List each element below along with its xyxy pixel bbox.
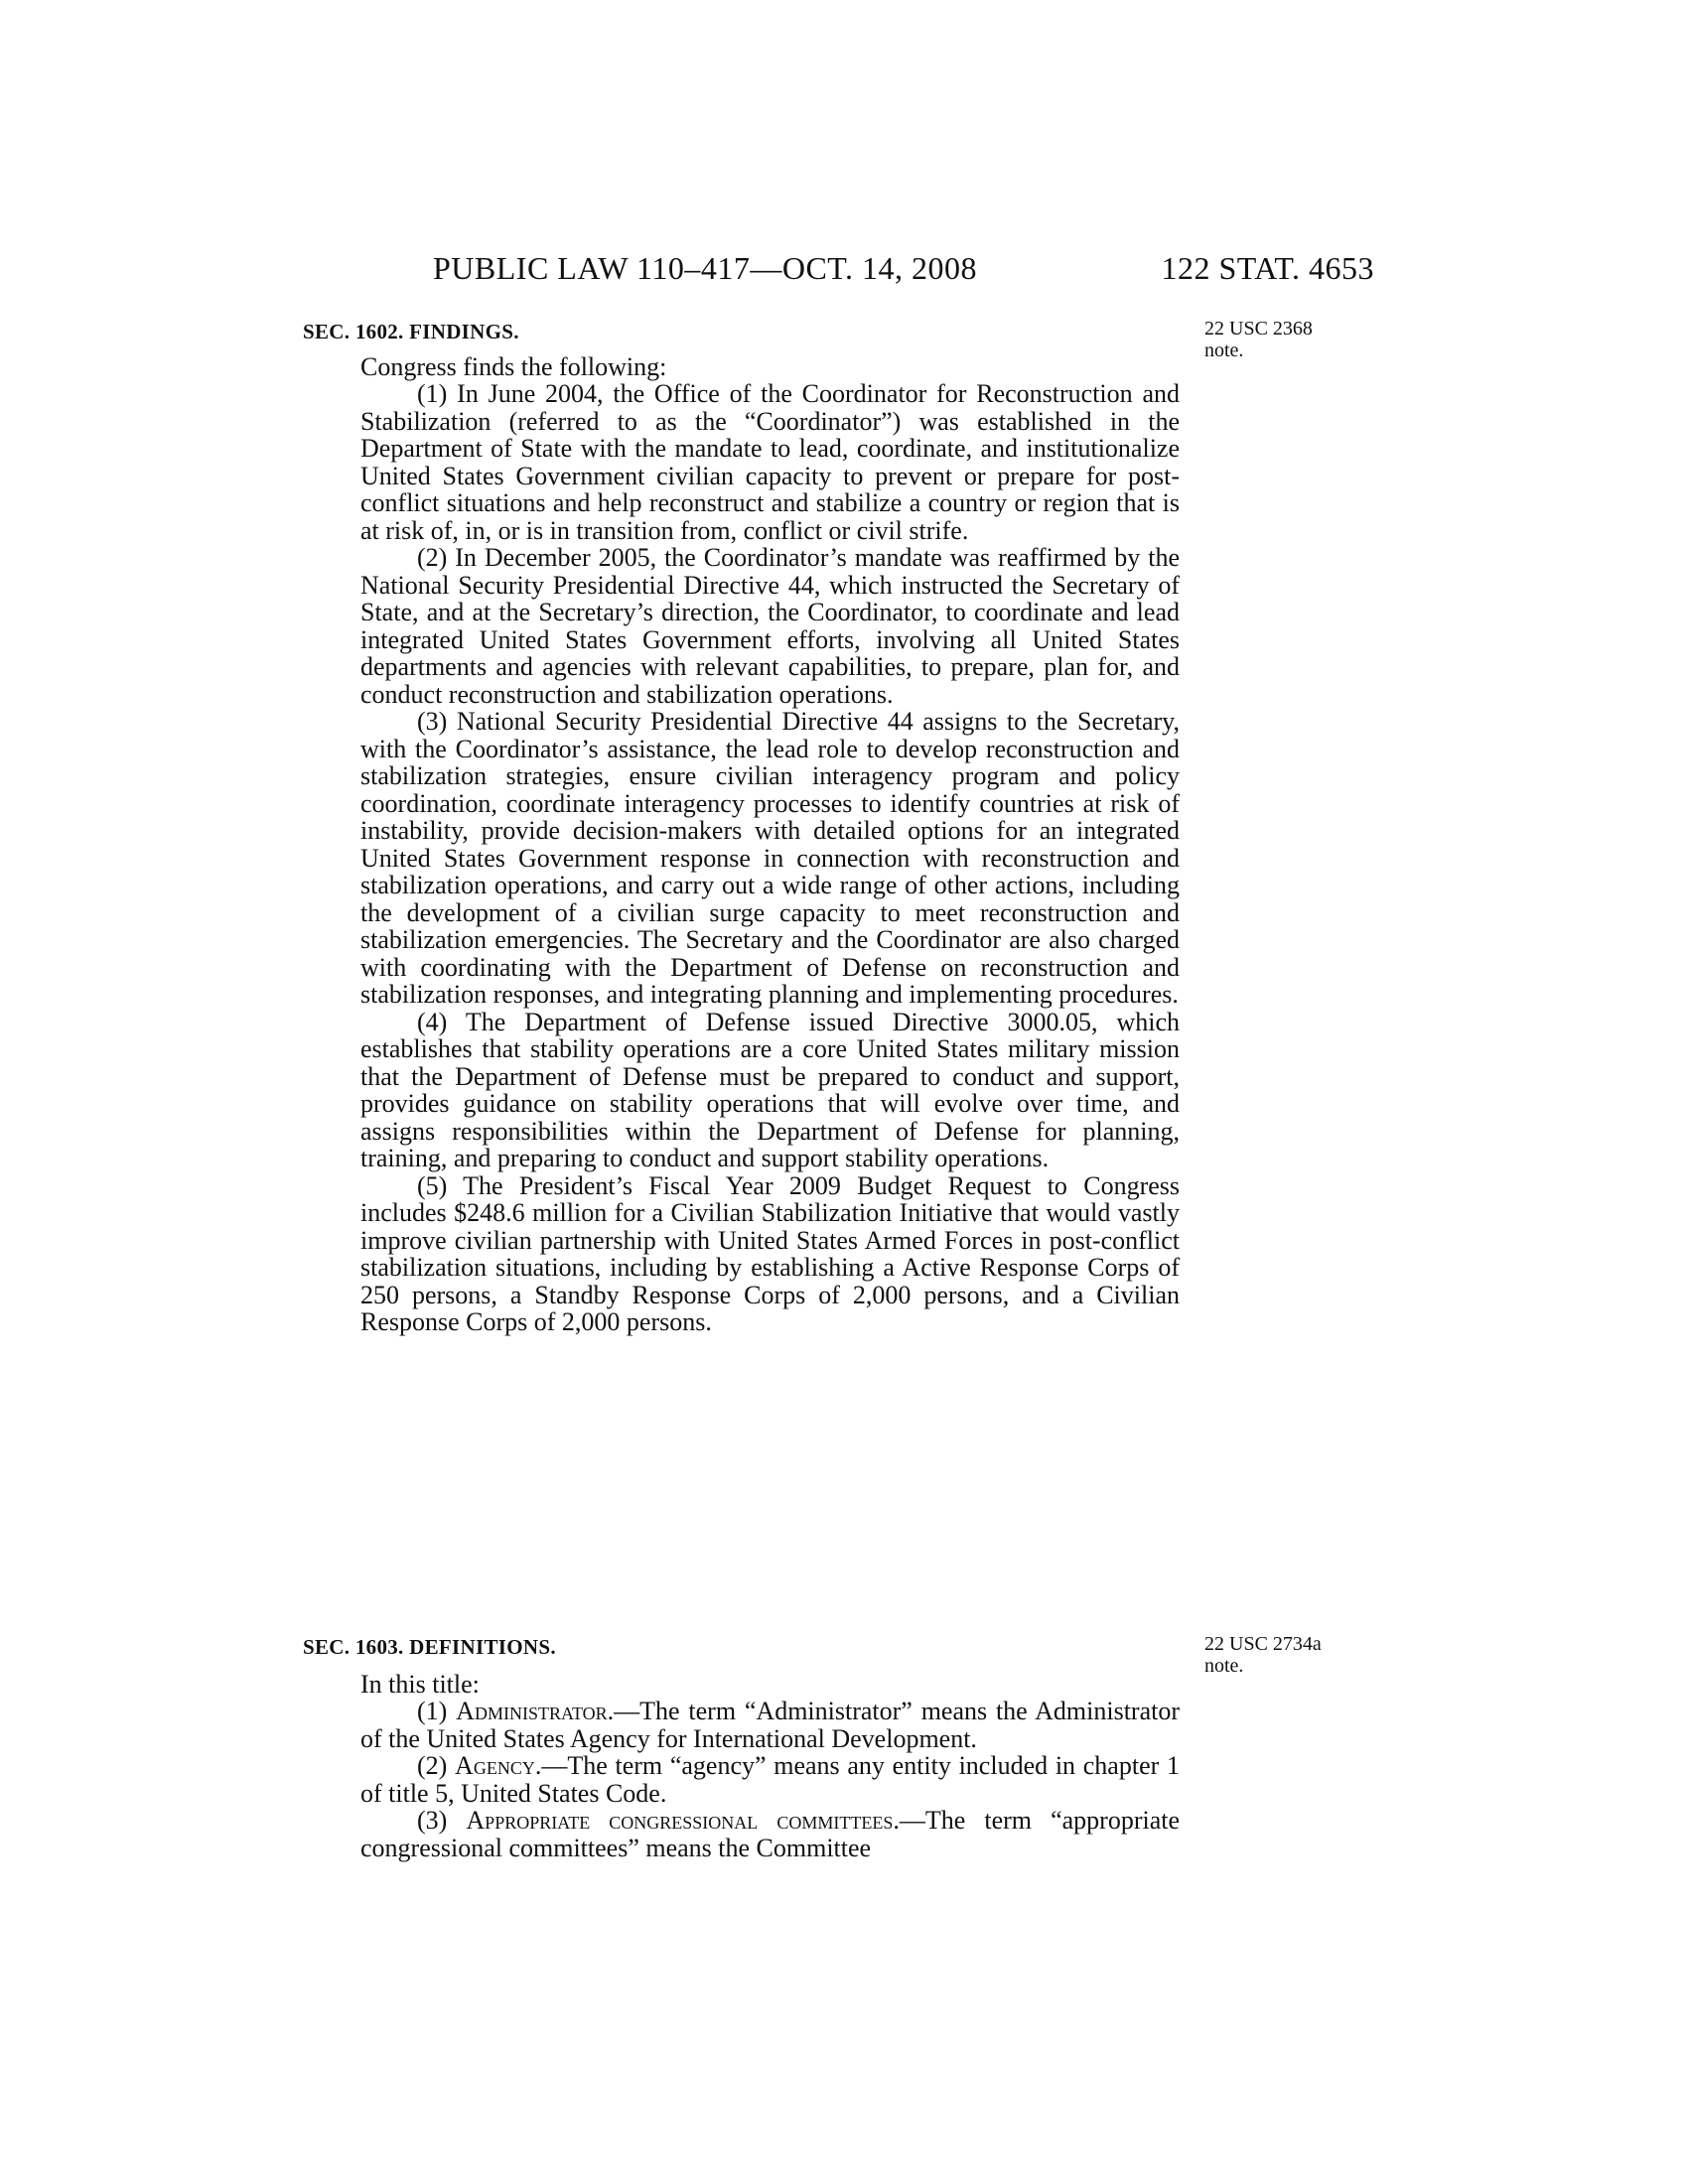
margin-note-citation: 22 USC 2734a — [1204, 1633, 1322, 1655]
definition-paragraph-1: (1) Administrator.—The term “Administrator” means the Administrator of the United States Agency for International Development. — [360, 1697, 1180, 1753]
definition-term: Agency — [455, 1751, 535, 1780]
margin-note-label: note. — [1204, 1655, 1244, 1677]
section-1602-intro: Congress finds the following: — [360, 352, 667, 381]
finding-paragraph-2: (2) In December 2005, the Coordinator’s mandate was reaffirmed by the National Security Presidential Directive 44, which instructed the Secretary of State, and at the Secretary’s direction, the Coordinator, to coordinate and lead integrated United States Government efforts, involving all United States departments and agencies with relevant capabilities, to prepare, plan for, and conduct reconstruction and stabilization operations. — [360, 543, 1180, 709]
definition-number: (3) — [417, 1806, 448, 1835]
finding-paragraph-4: (4) The Department of Defense issued Directive 3000.05, which establishes that stability operations are a core United States military mission that the Department of Defense must be prepared to conduct and support, provides guidance on stability operations that will evolve over time, and assigns responsibilities within the Department of Defense for planning, training, and preparing to conduct and support stability operations. — [360, 1007, 1180, 1172]
margin-note-citation: 22 USC 2368 — [1204, 318, 1313, 340]
section-1602-heading: SEC. 1602. FINDINGS. — [303, 320, 519, 343]
section-1602-margin-note — [1204, 318, 1313, 361]
finding-paragraph-3: (3) National Security Presidential Directive 44 assigns to the Secretary, with the Coordinator’s assistance, the lead role to develop reconstruction and stabilization strategies, ensure civilian interagency program and policy coordination, coordinate interagency processes to identify countries at risk of instability, provide decision-makers with detailed options for an integrated United States Government response in connection with reconstruction and stabilization operations, and carry out a wide range of other actions, including the development of a civilian surge capacity to meet reconstruction and stabilization emergencies. The Secretary and the Coordinator are also charged with coordinating with the Department of Defense on reconstruction and stabilization responses, and integrating planning and implementing procedures. — [360, 707, 1180, 1009]
section-1603-intro: In this title: — [360, 1670, 480, 1699]
definition-paragraph-2: (2) Agency.—The term “agency” means any entity included in chapter 1 of title 5, United States Code. — [360, 1751, 1180, 1808]
section-1602-body — [360, 380, 1180, 1336]
definition-number: (1) — [417, 1697, 448, 1725]
definition-term: Administrator — [456, 1697, 608, 1725]
margin-note-label: note. — [1204, 340, 1244, 361]
definition-text: The term “appropriate congressional committees” means the Committee — [360, 1806, 1181, 1862]
finding-paragraph-1: (1) In June 2004, the Office of the Coordinator for Reconstruction and Stabilization (referred to as the “Coordinator”) was established in the Department of State with the mandate to lead, coordinate, and institutionalize United States Government civilian capacity to prevent or prepare for post-conflict situations and help reconstruct and stabilize a country or region that is at risk of, in, or is in transition from, conflict or civil strife. — [360, 379, 1180, 545]
section-1603-margin-note — [1204, 1633, 1322, 1677]
section-1603-body — [360, 1698, 1180, 1861]
definition-paragraph-3: (3) Appropriate congressional committees.—The term “appropriate congressional committees” means the Committee — [360, 1806, 1181, 1862]
public-law-citation: PUBLIC LAW 110–417—OCT. 14, 2008 — [433, 250, 977, 286]
statute-page-number: 122 STAT. 4653 — [1161, 250, 1374, 286]
definition-number: (2) — [417, 1751, 448, 1780]
finding-paragraph-5: (5) The President’s Fiscal Year 2009 Budget Request to Congress includes $248.6 million for a Civilian Stabilization Initiative that would vastly improve civilian partnership with United States Armed Forces in post-conflict stabilization situations, including by establishing a Active Response Corps of 250 persons, a Standby Response Corps of 2,000 persons, and a Civilian Response Corps of 2,000 persons. — [360, 1170, 1180, 1336]
definition-text: The term “Administrator” means the Administrator of the United States Agency for International Development. — [360, 1697, 1180, 1753]
page-header — [433, 250, 1374, 290]
definition-text: The term “agency” means any entity included in chapter 1 of title 5, United States Code. — [360, 1751, 1180, 1808]
section-1603-heading: SEC. 1603. DEFINITIONS. — [303, 1635, 556, 1659]
definition-term: Appropriate congressional committees — [466, 1806, 894, 1835]
